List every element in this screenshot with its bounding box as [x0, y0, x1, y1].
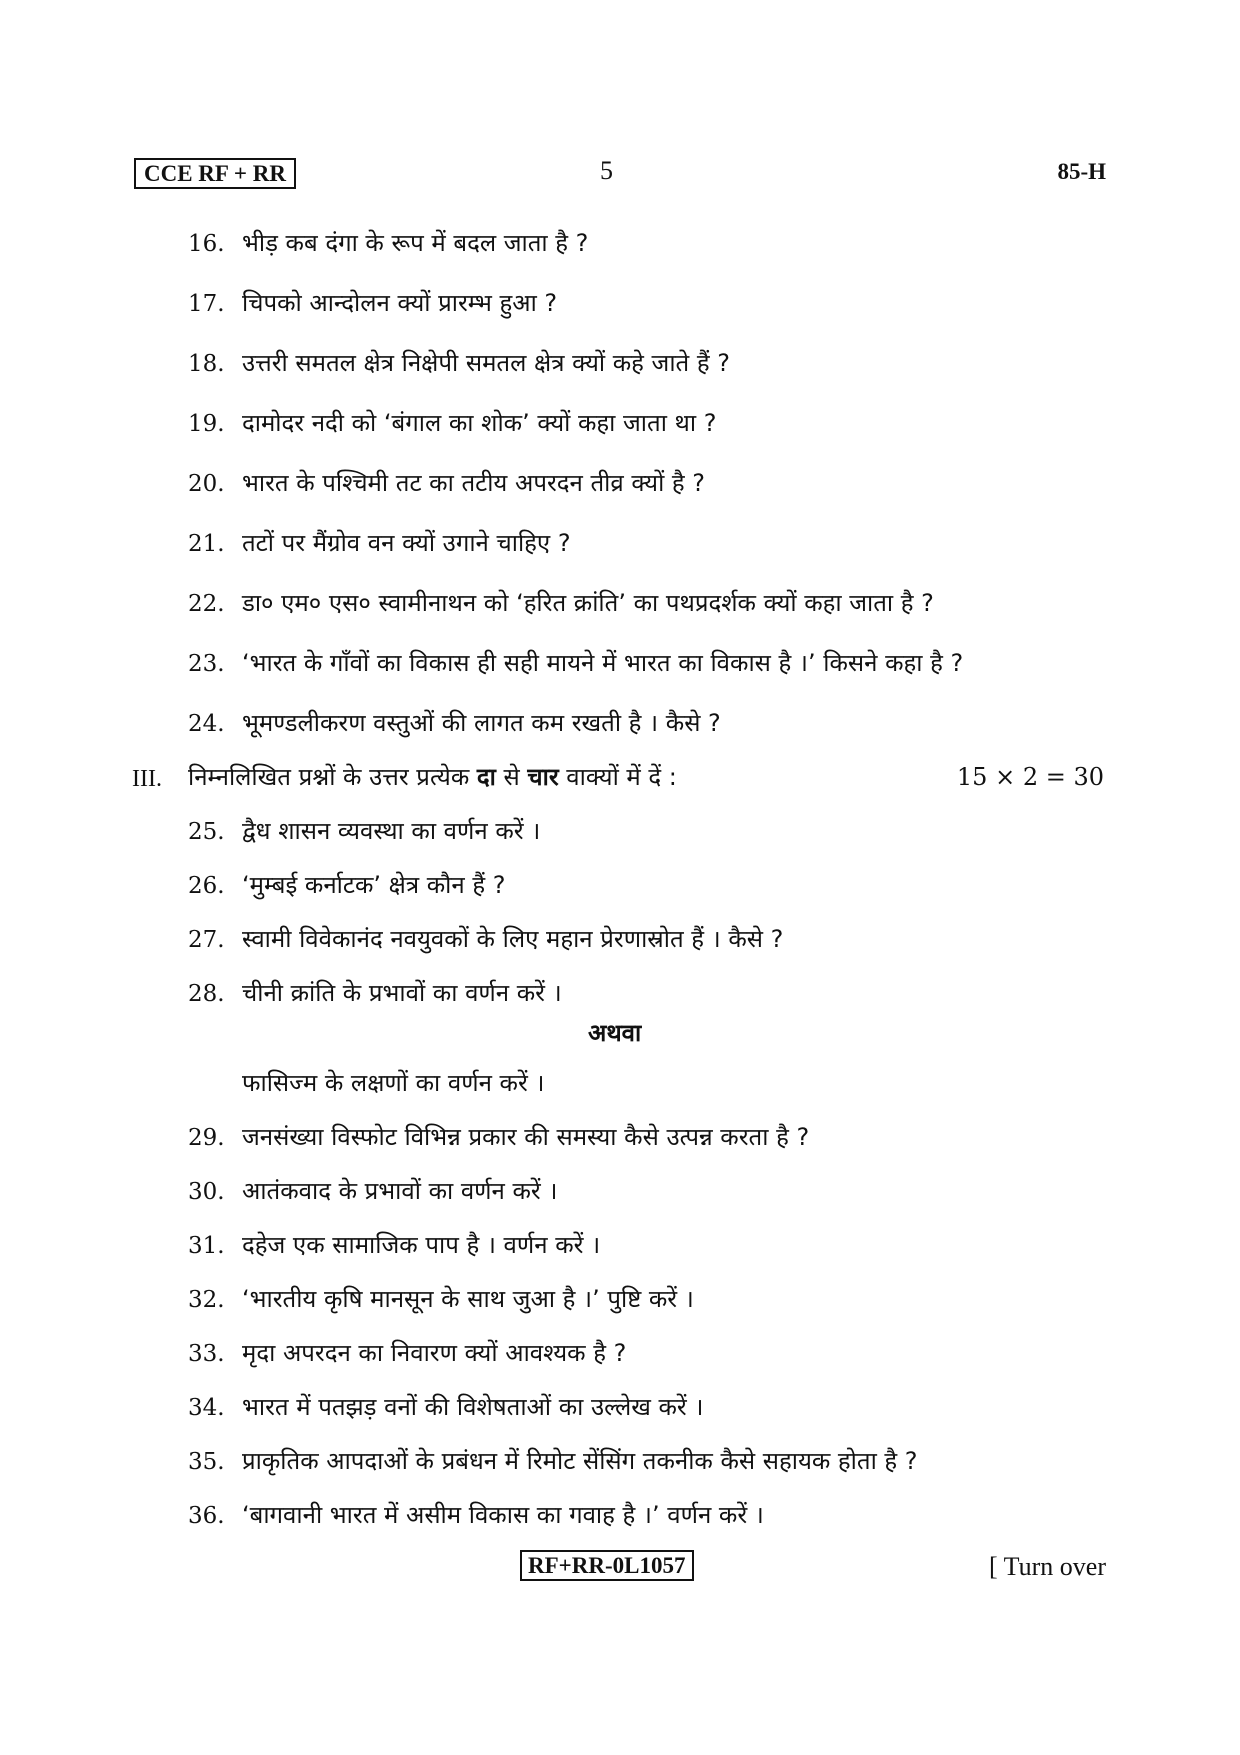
question-text: चीनी क्रांति के प्रभावों का वर्णन करें । — [242, 979, 562, 1007]
question-number: 23. — [188, 651, 225, 677]
question-number: 27. — [188, 927, 225, 953]
question-36 — [188, 1500, 764, 1531]
question-25 — [188, 816, 540, 847]
question-number: 22. — [188, 591, 225, 617]
instruction-part: से — [495, 763, 528, 791]
turn-over-label: [ Turn over — [988, 1552, 1106, 1581]
question-text: द्वैध शासन व्यवस्था का वर्णन करें । — [242, 817, 541, 845]
question-19 — [188, 408, 716, 439]
header-code-box: CCE RF + RR — [134, 158, 296, 189]
question-number: 25. — [188, 819, 225, 845]
question-text: मृदा अपरदन का निवारण क्यों आवश्यक है ? — [242, 1339, 627, 1367]
or-label: अथवा — [588, 1019, 642, 1047]
instruction-bold: दा — [476, 763, 496, 791]
alternative-question: फासिज्म के लक्षणों का वर्णन करें । — [242, 1069, 545, 1097]
question-number: 32. — [188, 1287, 225, 1313]
question-24 — [188, 708, 721, 739]
question-text: ‘मुम्बई कर्नाटक’ क्षेत्र कौन हैं ? — [242, 871, 506, 899]
instruction-part: वाक्यों में दें : — [558, 763, 677, 791]
question-17 — [188, 288, 557, 319]
footer-code-box: RF+RR-0L1057 — [520, 1550, 694, 1581]
question-number: 31. — [188, 1233, 225, 1259]
question-29 — [188, 1122, 809, 1153]
question-20 — [188, 468, 705, 499]
question-number: 29. — [188, 1125, 225, 1151]
question-text: प्राकृतिक आपदाओं के प्रबंधन में रिमोट सेंसिंग तकनीक कैसे सहायक होता है ? — [242, 1447, 918, 1475]
question-28 — [188, 978, 562, 1009]
question-text: दामोदर नदी को ‘बंगाल का शोक’ क्यों कहा जाता था ? — [242, 409, 717, 437]
question-text: ‘भारत के गाँवों का विकास ही सही मायने में भारत का विकास है ।’ किसने कहा है ? — [242, 649, 964, 677]
question-text: भारत के पश्चिमी तट का तटीय अपरदन तीव्र क्यों है ? — [242, 469, 706, 497]
question-text: जनसंख्या विस्फोट विभिन्न प्रकार की समस्या कैसे उत्पन्न करता है ? — [242, 1123, 810, 1151]
question-text: भूमण्डलीकरण वस्तुओं की लागत कम रखती है । कैसे ? — [242, 709, 721, 737]
question-number: 16. — [188, 231, 225, 257]
section-number: III. — [132, 766, 162, 792]
question-text: भीड़ कब दंगा के रूप में बदल जाता है ? — [242, 229, 589, 257]
question-number: 18. — [188, 351, 225, 377]
question-33 — [188, 1338, 626, 1369]
question-22 — [188, 588, 934, 619]
question-text: ‘भारतीय कृषि मानसून के साथ जुआ है ।’ पुष्टि करें । — [242, 1285, 694, 1313]
question-number: 24. — [188, 711, 225, 737]
question-23 — [188, 648, 963, 679]
question-26 — [188, 870, 505, 901]
question-32 — [188, 1284, 694, 1315]
question-number: 36. — [188, 1503, 225, 1529]
question-16 — [188, 228, 588, 259]
question-text: तटों पर मैंग्रोव वन क्यों उगाने चाहिए ? — [242, 529, 571, 557]
section-marks: 15 × 2 = 30 — [956, 763, 1104, 791]
question-text: दहेज एक सामाजिक पाप है । वर्णन करें । — [242, 1231, 601, 1259]
question-number: 21. — [188, 531, 225, 557]
question-text: आतंकवाद के प्रभावों का वर्णन करें । — [242, 1177, 558, 1205]
question-18 — [188, 348, 730, 379]
page-number: 5 — [600, 156, 613, 185]
question-number: 35. — [188, 1449, 225, 1475]
instruction-part: निम्नलिखित प्रश्नों के उत्तर प्रत्येक — [188, 763, 477, 791]
question-number: 17. — [188, 291, 225, 317]
question-34 — [188, 1392, 703, 1423]
question-number: 26. — [188, 873, 225, 899]
question-text: ‘बागवानी भारत में असीम विकास का गवाह है ।’ वर्णन करें । — [242, 1501, 764, 1529]
question-number: 28. — [188, 981, 225, 1007]
question-31 — [188, 1230, 600, 1261]
question-text: डा० एम० एस० स्वामीनाथन को ‘हरित क्रांति’ का पथप्रदर्शक क्यों कहा जाता है ? — [242, 589, 934, 617]
instruction-bold: चार — [527, 763, 559, 791]
question-27 — [188, 924, 783, 955]
question-number: 33. — [188, 1341, 225, 1367]
question-text: चिपको आन्दोलन क्यों प्रारम्भ हुआ ? — [242, 289, 558, 317]
question-21 — [188, 528, 571, 559]
question-number: 34. — [188, 1395, 225, 1421]
question-text: उत्तरी समतल क्षेत्र निक्षेपी समतल क्षेत्र क्यों कहे जाते हैं ? — [242, 349, 730, 377]
question-number: 30. — [188, 1179, 225, 1205]
question-35 — [188, 1446, 918, 1477]
question-text: भारत में पतझड़ वनों की विशेषताओं का उल्लेख करें । — [242, 1393, 704, 1421]
question-number: 19. — [188, 411, 225, 437]
paper-code: 85-H — [1057, 159, 1106, 184]
question-30 — [188, 1176, 557, 1207]
section-instruction — [188, 762, 677, 792]
question-text: स्वामी विवेकानंद नवयुवकों के लिए महान प्रेरणास्रोत हैं । कैसे ? — [242, 925, 784, 953]
question-number: 20. — [188, 471, 225, 497]
